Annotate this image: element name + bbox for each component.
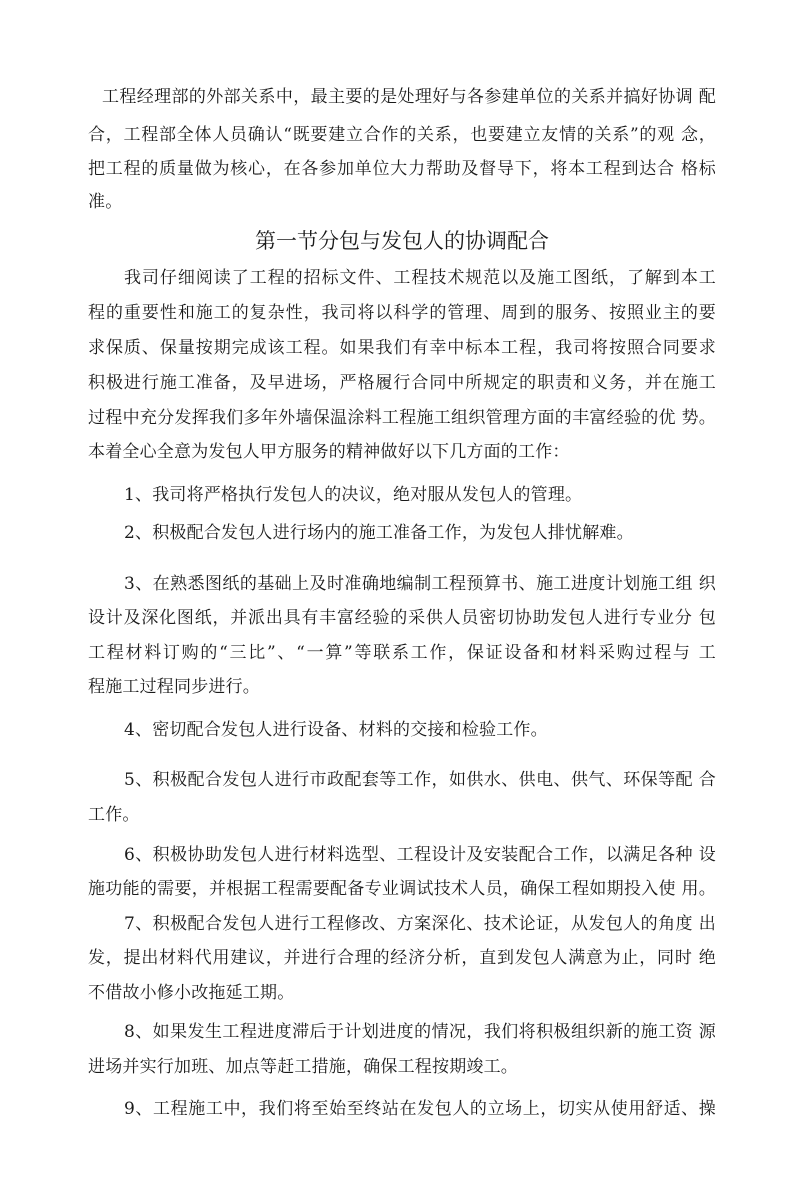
list-item-line: 6、积极协助发包人进行材料选型、工程设计及安装配合工作，以满足各种 设 [124, 845, 716, 865]
list-item-line: 8、如果发生工程进度滞后于计划进度的情况，我们将积极组织新的施工资 源 [124, 1022, 716, 1042]
intro-line: 准。 [88, 192, 123, 212]
intro-line: 工程经理部的外部关系中，最主要的是处理好与各参建单位的关系并搞好协调 配 [102, 87, 716, 107]
intro-line: 合，工程部全体人员确认“既要建立合作的关系，也要建立友情的关系”的观 念， [88, 125, 716, 145]
body-line: 求保质、保量按期完成该工程。如果我们有幸中标本工程，我司将按照合同要求 [88, 338, 716, 358]
intro-line: 把工程的质量做为核心，在各参加单位大力帮助及督导下，将本工程到达合 格标 [88, 159, 716, 179]
list-item-line: 4、密切配合发包人进行设备、材料的交接和检验工作。 [124, 720, 548, 740]
body-line: 程的重要性和施工的复杂性，我司将以科学的管理、周到的服务、按照业主的要 [88, 303, 716, 323]
body-line: 过程中充分发挥我们多年外墙保温涂料工程施工组织管理方面的丰富经验的优 势。 [88, 408, 716, 428]
list-item-line: 设计及深化图纸，并派出具有丰富经验的采供人员密切协助发包人进行专业分 包 [88, 608, 716, 628]
list-item-line: 不借故小修小改拖延工期。 [88, 983, 295, 1003]
list-item-line: 7、积极配合发包人进行工程修改、方案深化、技术论证，从发包人的角度 出 [124, 914, 716, 934]
list-item-line: 9、工程施工中，我们将至始至终站在发包人的立场上，切实从使用舒适、操 [124, 1099, 716, 1119]
body-line: 积极进行施工准备，及早进场，严格履行合同中所规定的职责和义务，并在施工 [88, 373, 716, 393]
list-item-line: 3、在熟悉图纸的基础上及时准确地编制工程预算书、施工进度计划施工组 织 [124, 574, 716, 594]
list-item-line: 5、积极配合发包人进行市政配套等工作，如供水、供电、供气、环保等配 合 [124, 770, 716, 790]
body-line: 本着全心全意为发包人甲方服务的精神做好以下几方面的工作： [88, 442, 570, 462]
list-item-line: 发，提出材料代用建议，并进行合理的经济分析，直到发包人满意为止，同时 绝 [88, 948, 716, 968]
list-item-line: 工程材料订购的“三比”、“一算”等联系工作，保证设备和材料采购过程与 工 [88, 643, 716, 663]
section-title: 第一节分包与发包人的协调配合 [255, 229, 549, 253]
body-line: 我司仔细阅读了工程的招标文件、工程技术规范以及施工图纸，了解到本工 [124, 268, 716, 288]
list-item-line: 施功能的需要，并根据工程需要配备专业调试技术人员，确保工程如期投入使 用。 [88, 879, 716, 899]
list-item-line: 1、我司将严格执行发包人的决议，绝对服从发包人的管理。 [124, 485, 583, 505]
list-item-line: 工作。 [88, 805, 140, 825]
list-item-line: 2、积极配合发包人进行场内的施工准备工作，为发包人排忧解难。 [124, 523, 634, 543]
list-item-line: 程施工过程同步进行。 [88, 677, 260, 697]
list-item-line: 进场并实行加班、加点等赶工措施，确保工程按期竣工。 [88, 1057, 518, 1077]
